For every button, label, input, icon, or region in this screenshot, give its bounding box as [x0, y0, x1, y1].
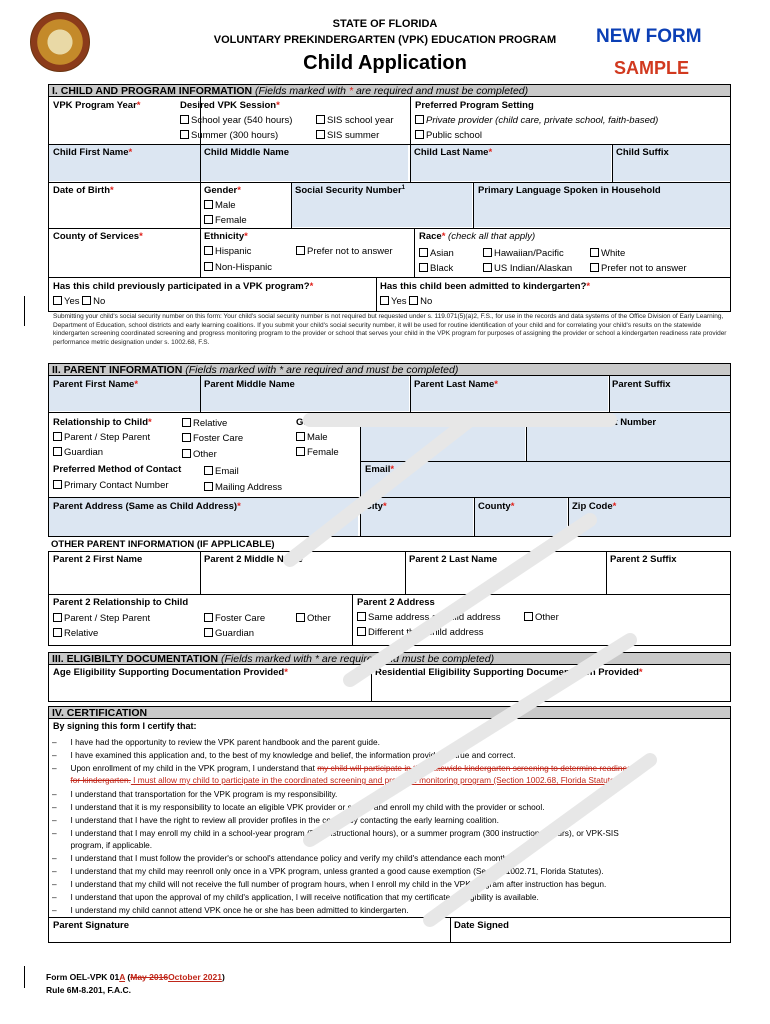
p2-last-label: Parent 2 Last Name	[409, 554, 498, 565]
p2-parent-step-checkbox[interactable]: Parent / Step Parent	[53, 613, 150, 624]
residential-doc-label: Residential Eligibility Supporting Documentation Provided*	[375, 667, 643, 678]
child-suffix-label: Child Suffix	[616, 147, 669, 158]
county-label-parent: County*	[478, 501, 515, 512]
parent-last-name-label: Parent Last Name*	[414, 379, 498, 390]
city-label: City*	[365, 501, 387, 512]
ssn-footnote: Submitting your child's social security number on this form: Your child's social security number is not required but requested under s. 119.071(5)(a)2, F.S., for use in the records and data systems of the Office Division of Early Learning, Department of Education, school districts and early learning coalitions. If you submit your child's social security number, it will be used for routine identification of your child and for correlating your child's results on the statewide kindergarten screening coordinated screening and progress monitoring program to the provider or school that serves your child in the VPK program for purposes of assigning the provider or school a kindergarten readiness rate provider performance metric designation under s. 1002.68, F.S.	[53, 313, 727, 346]
secondary-contact-label: Secondary Contact Number	[531, 417, 657, 428]
child-middle-name-label: Child Middle Name	[204, 147, 289, 158]
p2-rel-label: Parent 2 Relationship to Child	[53, 597, 189, 608]
email-field[interactable]	[361, 462, 730, 497]
form-number: Form OEL-VPK 01A (May 2016October 2021)	[46, 972, 225, 982]
age-doc-label: Age Eligibility Supporting Documentation Provided*	[53, 667, 288, 678]
parent-gender-label: Gender*	[296, 417, 333, 428]
kinder-options[interactable]: Yes No	[380, 296, 432, 307]
county-label: County of Services*	[53, 231, 143, 242]
rule-number: Rule 6M-8.201, F.A.C.	[46, 985, 132, 995]
hispanic-checkbox[interactable]: Hispanic	[204, 246, 251, 257]
section1-title: I. CHILD AND PROGRAM INFORMATION	[52, 85, 253, 97]
cert-line: – I understand that my child may reenroll only once in a VPK program, unless granted a good cause exemption (Section 1002.71, Florida Statutes).	[52, 866, 604, 876]
asian-checkbox[interactable]: Asian	[419, 248, 454, 259]
program-heading: VOLUNTARY PREKINDERGARTEN (VPK) EDUCATION PROGRAM	[213, 34, 557, 46]
email-label: Email*	[365, 464, 395, 475]
cert-line: for kindergarten. I must allow my child to participate in the coordinated screening and progress monitoring program (Section 1002.68, Florida Statutes).	[70, 775, 624, 785]
relative-checkbox[interactable]: Relative	[182, 418, 227, 429]
cert-line: – I understand my child cannot attend VPK once he or she has been admitted to kindergarten.	[52, 905, 409, 915]
parent-female-checkbox[interactable]: Female	[296, 447, 339, 458]
public-school-checkbox[interactable]: Public school	[415, 130, 482, 141]
race-label: Race* (check all that apply)	[419, 231, 536, 242]
diff-address-checkbox[interactable]: Different than child address	[357, 627, 483, 638]
race-prefer-not-checkbox[interactable]: Prefer not to answer	[590, 263, 687, 274]
sample-label: SAMPLE	[614, 58, 690, 78]
language-label: Primary Language Spoken in Household	[478, 185, 661, 196]
p2-relative-checkbox[interactable]: Relative	[53, 628, 98, 639]
cert-line: – Upon enrollment of my child in the VPK program, I understand that my child will participate in the statewide kindergarten screening to determine readiness	[52, 763, 636, 773]
session-label: Desired VPK Session*	[180, 100, 280, 111]
cert-line: – I have had the opportunity to review the VPK parent handbook and the parent guide.	[52, 737, 380, 747]
p2-foster-checkbox[interactable]: Foster Care	[204, 613, 265, 624]
relationship-label: Relationship to Child*	[53, 417, 152, 428]
school-year-checkbox[interactable]: School year (540 hours)	[180, 115, 292, 126]
p2-guardian-checkbox[interactable]: Guardian	[204, 628, 254, 639]
same-address-checkbox[interactable]: Same address as child address	[357, 612, 501, 623]
date-signed-label: Date Signed	[454, 920, 509, 931]
sis-summer-checkbox[interactable]: SIS summer	[316, 130, 379, 141]
cert-line: – I understand that my child will not receive the full number of program hours, when I enroll my child in the VPK program after instruction has begun.	[52, 879, 607, 889]
black-checkbox[interactable]: Black	[419, 263, 453, 274]
pref-setting-label: Preferred Program Setting	[415, 100, 534, 111]
parent-middle-name-label: Parent Middle Name	[204, 379, 295, 390]
p2-first-label: Parent 2 First Name	[53, 554, 143, 565]
parent-suffix-label: Parent Suffix	[612, 379, 671, 390]
primary-contact-label: Primary Contact Number*	[365, 417, 481, 428]
vpk-year-label: VPK Program Year*	[53, 100, 141, 111]
ethnicity-label: Ethnicity*	[204, 231, 248, 242]
sis-school-checkbox[interactable]: SIS school year	[316, 115, 394, 126]
parent-male-checkbox[interactable]: Male	[296, 432, 328, 443]
ethnicity-prefer-not-checkbox[interactable]: Prefer not to answer	[296, 246, 393, 257]
parent-address-label: Parent Address (Same as Child Address)*	[53, 501, 241, 512]
section1-header: I. CHILD AND PROGRAM INFORMATION (Fields marked with * are required and must be completed)	[48, 84, 731, 97]
p2-suffix-label: Parent 2 Suffix	[610, 554, 677, 565]
cert-line: program, if applicable.	[70, 840, 153, 850]
guardian-checkbox[interactable]: Guardian	[53, 447, 103, 458]
change-bar	[24, 966, 25, 988]
p2-other-checkbox[interactable]: Other	[296, 613, 331, 624]
indian-checkbox[interactable]: US Indian/Alaskan	[483, 263, 572, 274]
foster-checkbox[interactable]: Foster Care	[182, 433, 243, 444]
other-parent-header: OTHER PARENT INFORMATION (IF APPLICABLE)	[48, 538, 731, 551]
kinder-label: Has this child been admitted to kindergarten?*	[380, 281, 591, 292]
cert-line: – I understand that transportation for the VPK program is my responsibility.	[52, 789, 338, 799]
cert-line: – I have examined this application and, to the best of my knowledge and belief, the information provided is true and correct.	[52, 750, 516, 760]
dob-label: Date of Birth*	[53, 185, 114, 196]
parent-first-name-label: Parent First Name*	[53, 379, 139, 390]
parent-step-checkbox[interactable]: Parent / Step Parent	[53, 432, 150, 443]
section2-header: II. PARENT INFORMATION (Fields marked with * are required and must be completed)	[48, 363, 731, 376]
p2-middle-label: Parent 2 Middle Name	[204, 554, 303, 565]
pc-number-checkbox[interactable]: Primary Contact Number	[53, 480, 169, 491]
p2-address-label: Parent 2 Address	[357, 597, 435, 608]
white-checkbox[interactable]: White	[590, 248, 625, 259]
mailing-checkbox[interactable]: Mailing Address	[204, 482, 282, 493]
prev-vpk-options[interactable]: Yes No	[53, 296, 105, 307]
summer-checkbox[interactable]: Summer (300 hours)	[180, 130, 278, 141]
change-bar	[24, 296, 25, 326]
page-title: Child Application	[303, 52, 467, 74]
pref-method-label: Preferred Method of Contact	[53, 464, 182, 475]
male-checkbox[interactable]: Male	[204, 200, 236, 211]
ssn-label: Social Security Number$^1$	[295, 185, 405, 197]
hawaiian-checkbox[interactable]: Hawaiian/Pacific	[483, 248, 564, 259]
state-heading: STATE OF FLORIDA	[332, 18, 438, 30]
gender-label: Gender*	[204, 185, 241, 196]
parent-signature-label: Parent Signature	[53, 920, 130, 931]
cert-line: – I understand that I may enroll my child in a school-year program (540 instructional hours), or a summer program (300 instructional hours), or VPK-SIS	[52, 828, 619, 838]
section4-header: IV. CERTIFICATION	[48, 706, 731, 719]
section3-header: III. ELIGIBILTY DOCUMENTATION (Fields marked with * are required and must be completed)	[48, 652, 731, 665]
other-checkbox[interactable]: Other	[182, 449, 217, 460]
p2-addr-other-checkbox[interactable]: Other	[524, 612, 559, 623]
private-provider-checkbox[interactable]: Private provider (child care, private school, faith-based)	[415, 115, 658, 126]
female-checkbox[interactable]: Female	[204, 215, 247, 226]
signature-field[interactable]	[49, 932, 449, 942]
non-hispanic-checkbox[interactable]: Non-Hispanic	[204, 262, 272, 273]
date-field[interactable]	[451, 932, 730, 942]
new-form-label: NEW FORM	[596, 26, 702, 47]
child-last-name-label: Child Last Name*	[414, 147, 493, 158]
cert-line: – I understand that upon the approval of my child's application, I will receive notification that my certificate of eligibility is available.	[52, 892, 539, 902]
zip-label: Zip Code*	[572, 501, 617, 512]
cert-intro: By signing this form I certify that:	[53, 721, 197, 731]
email-checkbox[interactable]: Email	[204, 466, 239, 477]
child-first-name-label: Child First Name*	[53, 147, 133, 158]
cert-line: – I understand that it is my responsibility to locate an eligible VPK provider or school and enroll my child with the provider or school.	[52, 802, 545, 812]
cert-line: – I understand that I must follow the provider's or school's attendance policy and verify my child's attendance each month.	[52, 853, 510, 863]
cert-line: – I understand that I have the right to review all provider profiles in the county by contacting the early learning coalition.	[52, 815, 499, 825]
prev-vpk-label: Has this child previously participated in a VPK program?*	[53, 281, 314, 292]
